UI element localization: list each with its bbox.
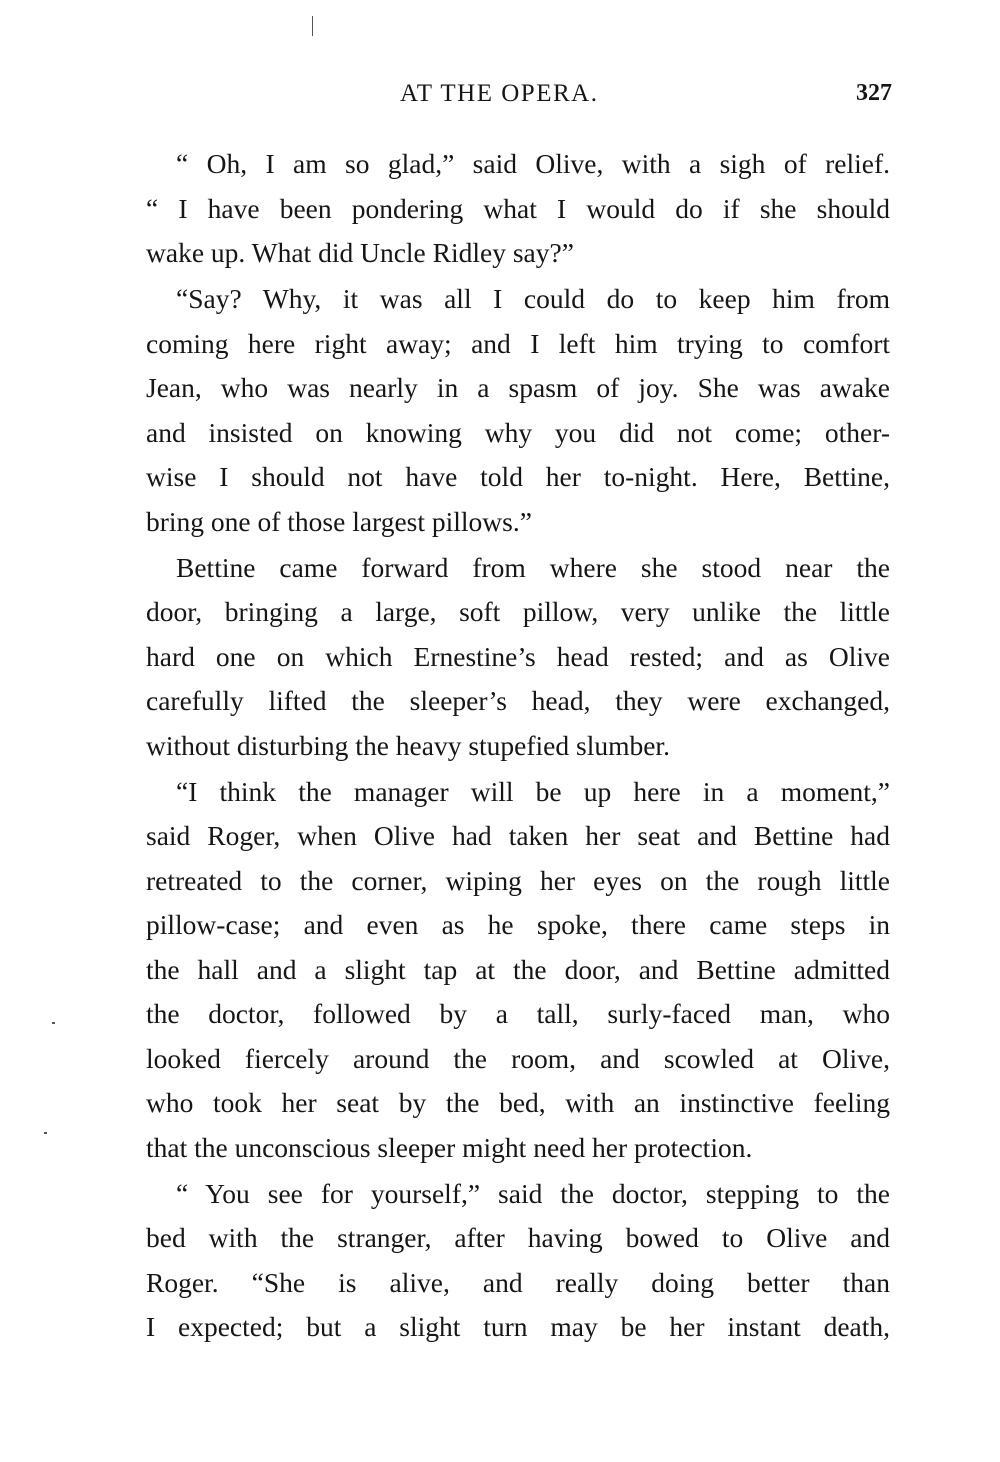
text-line: that the unconscious sleeper might need her protection. [146,1131,753,1163]
text-line: wise I should not have told her to-night. Here, Bettine, [146,461,890,492]
text-line: the hall and a slight tap at the door, and Bettine admitted [146,953,890,985]
text-line: who took her seat by the bed, with an instinctive feeling [146,1087,890,1118]
text-line: “ You see for yourself,” said the doctor, stepping to the [176,1177,890,1209]
paragraph [146,770,890,1171]
text-line: coming here right away; and I left him trying to comfort [146,327,890,359]
text-line: Roger. “She is alive, and really doing better than [146,1266,890,1298]
text-line: looked fiercely around the room, and scowled at Olive, [146,1042,890,1074]
text-line: without disturbing the heavy stupefied slumber. [146,729,670,761]
paragraph [146,277,890,544]
text-line: Jean, who was nearly in a spasm of joy. She was awake [146,372,890,403]
page-header [146,80,892,114]
text-line: carefully lifted the sleeper’s head, they were exchanged, [146,685,890,716]
text-line: I expected; but a slight turn may be her instant death, [146,1311,890,1342]
margin-speck [52,1022,55,1024]
page-number: 327 [856,80,892,106]
body-text [146,142,890,1350]
paragraph [146,142,890,276]
text-line: bring one of those largest pillows.” [146,505,532,537]
text-line: retreated to the corner, wiping her eyes on the rough little [146,864,890,896]
text-line: the doctor, followed by a tall, surly-faced man, who [146,998,890,1029]
text-line: “I think the manager will be up here in a moment,” [176,775,890,807]
running-title: AT THE OPERA. [400,80,599,107]
paragraph [146,1172,890,1350]
text-line: door, bringing a large, soft pillow, very unlike the little [146,596,890,627]
text-line: “Say? Why, it was all I could do to keep him from [176,283,890,314]
text-line: “ I have been pondering what I would do if she should [146,192,890,224]
text-line: hard one on which Ernestine’s head rested; and as Olive [146,640,890,672]
text-line: Bettine came forward from where she stood near the [176,551,890,583]
text-line: and insisted on knowing why you did not come; other- [146,416,890,448]
text-line: said Roger, when Olive had taken her seat and Bettine had [146,820,890,851]
margin-speck [44,1132,47,1134]
text-line: pillow-case; and even as he spoke, there came steps in [146,909,890,940]
text-line: bed with the stranger, after having bowed to Olive and [146,1222,890,1253]
text-line: wake up. What did Uncle Ridley say?” [146,237,574,268]
text-line: “ Oh, I am so glad,” said Olive, with a sigh of relief. [176,148,890,179]
margin-mark [312,16,313,36]
paragraph [146,546,890,769]
